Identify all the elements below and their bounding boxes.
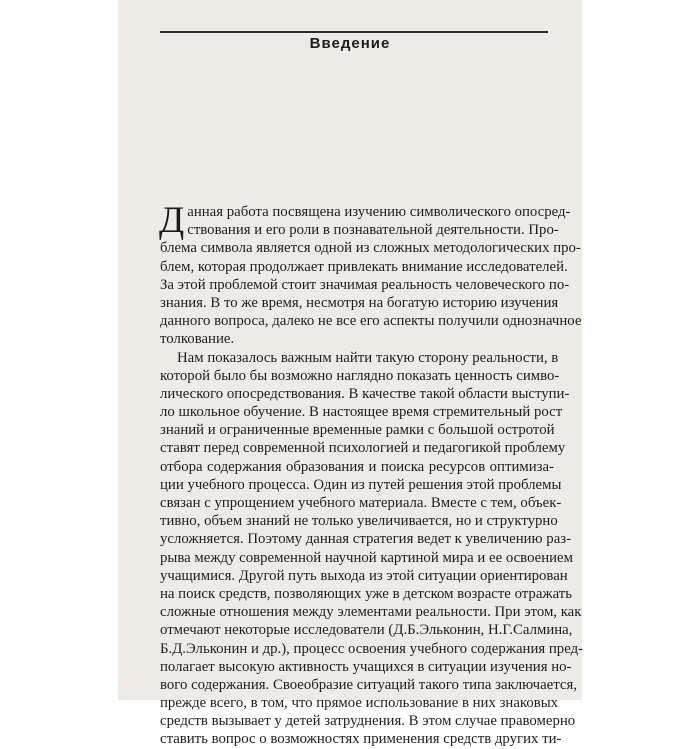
- text-line: которой было бы возможно наглядно показать ценность симво-: [160, 367, 560, 384]
- text-line: лического опосредствования. В качестве такой области выступи-: [160, 385, 570, 402]
- text-line: на поиск средств, позволяющих уже в детском возрасте отражать: [160, 585, 573, 602]
- text-line: тивно, объем знаний не только увеличивается, но и структурно: [160, 513, 558, 530]
- text-line: учащимися. Другой путь выхода из этой ситуации ориентирован: [160, 567, 568, 584]
- body-text: [159, 200, 584, 749]
- text-line: прежде всего, в том, что прямое использование в них знаковых: [160, 695, 559, 712]
- text-line: ставят перед современной психологией и педагогикой проблему: [160, 440, 566, 457]
- text-line: рыва между современной научной картиной мира и ее освоением: [160, 549, 573, 566]
- text-line: полагает высокую активность учащихся в ситуации изучения но-: [160, 658, 572, 675]
- drop-cap: Д: [159, 200, 185, 241]
- text-line: средств вызывает у детей затруднения. В этом случае правомерно: [160, 713, 576, 730]
- text-line: блем, которая продолжает привлекать внимание исследователей.: [160, 258, 568, 275]
- text-line: отбора содержания образования и поиска ресурсов оптимиза-: [160, 458, 554, 475]
- text-line: Б.Д.Эльконин и др.), процесс освоения учебного содержания пред-: [160, 640, 584, 657]
- text-line: ции учебного процесса. Один из путей решения этой проблемы: [160, 476, 562, 493]
- text-line: ствования и его роли в познавательной деятельности. Про-: [187, 222, 559, 239]
- text-line: блема символа является одной из сложных методологических про-: [160, 240, 581, 257]
- text-line: знаний и ограниченные временные рамки с большой остротой: [160, 422, 555, 439]
- text-line: ло школьное обучение. В настоящее время стремительный рост: [160, 404, 563, 421]
- text-line: толкование.: [160, 331, 235, 348]
- text-line: усложняется. Поэтому данная стратегия ведет к увеличению раз-: [160, 531, 572, 548]
- paragraph-2: [160, 349, 584, 749]
- text-line: отмечают некоторые исследователи (Д.Б.Эльконин, Н.Г.Салмина,: [160, 622, 573, 639]
- text-line: вого содержания. Своеобразие ситуаций такого типа заключается,: [160, 676, 577, 693]
- text-line: сложные отношения между элементами реальности. При этом, как: [160, 604, 582, 621]
- paragraph-1: [159, 200, 582, 349]
- text-line: данного вопроса, далеко не все его аспекты получили однозначное: [160, 313, 582, 330]
- header-rule: [160, 31, 548, 33]
- text-line: знания. В то же время, несмотря на богатую историю изучения: [160, 294, 559, 311]
- text-line: Нам показалось важным найти такую сторону реальности, в: [177, 349, 559, 366]
- text-line: анная работа посвящена изучению символического опосред-: [187, 204, 571, 220]
- text-line: За этой проблемой стоит значимая реальность человеческого по-: [160, 276, 570, 293]
- book-page: [118, 0, 584, 748]
- chapter-heading: Введение: [309, 35, 391, 52]
- text-line: ставить вопрос о возможностях применения средств других ти-: [160, 731, 562, 748]
- text-line: связан с упрощением учебного материала. Вместе с тем, объек-: [160, 495, 562, 511]
